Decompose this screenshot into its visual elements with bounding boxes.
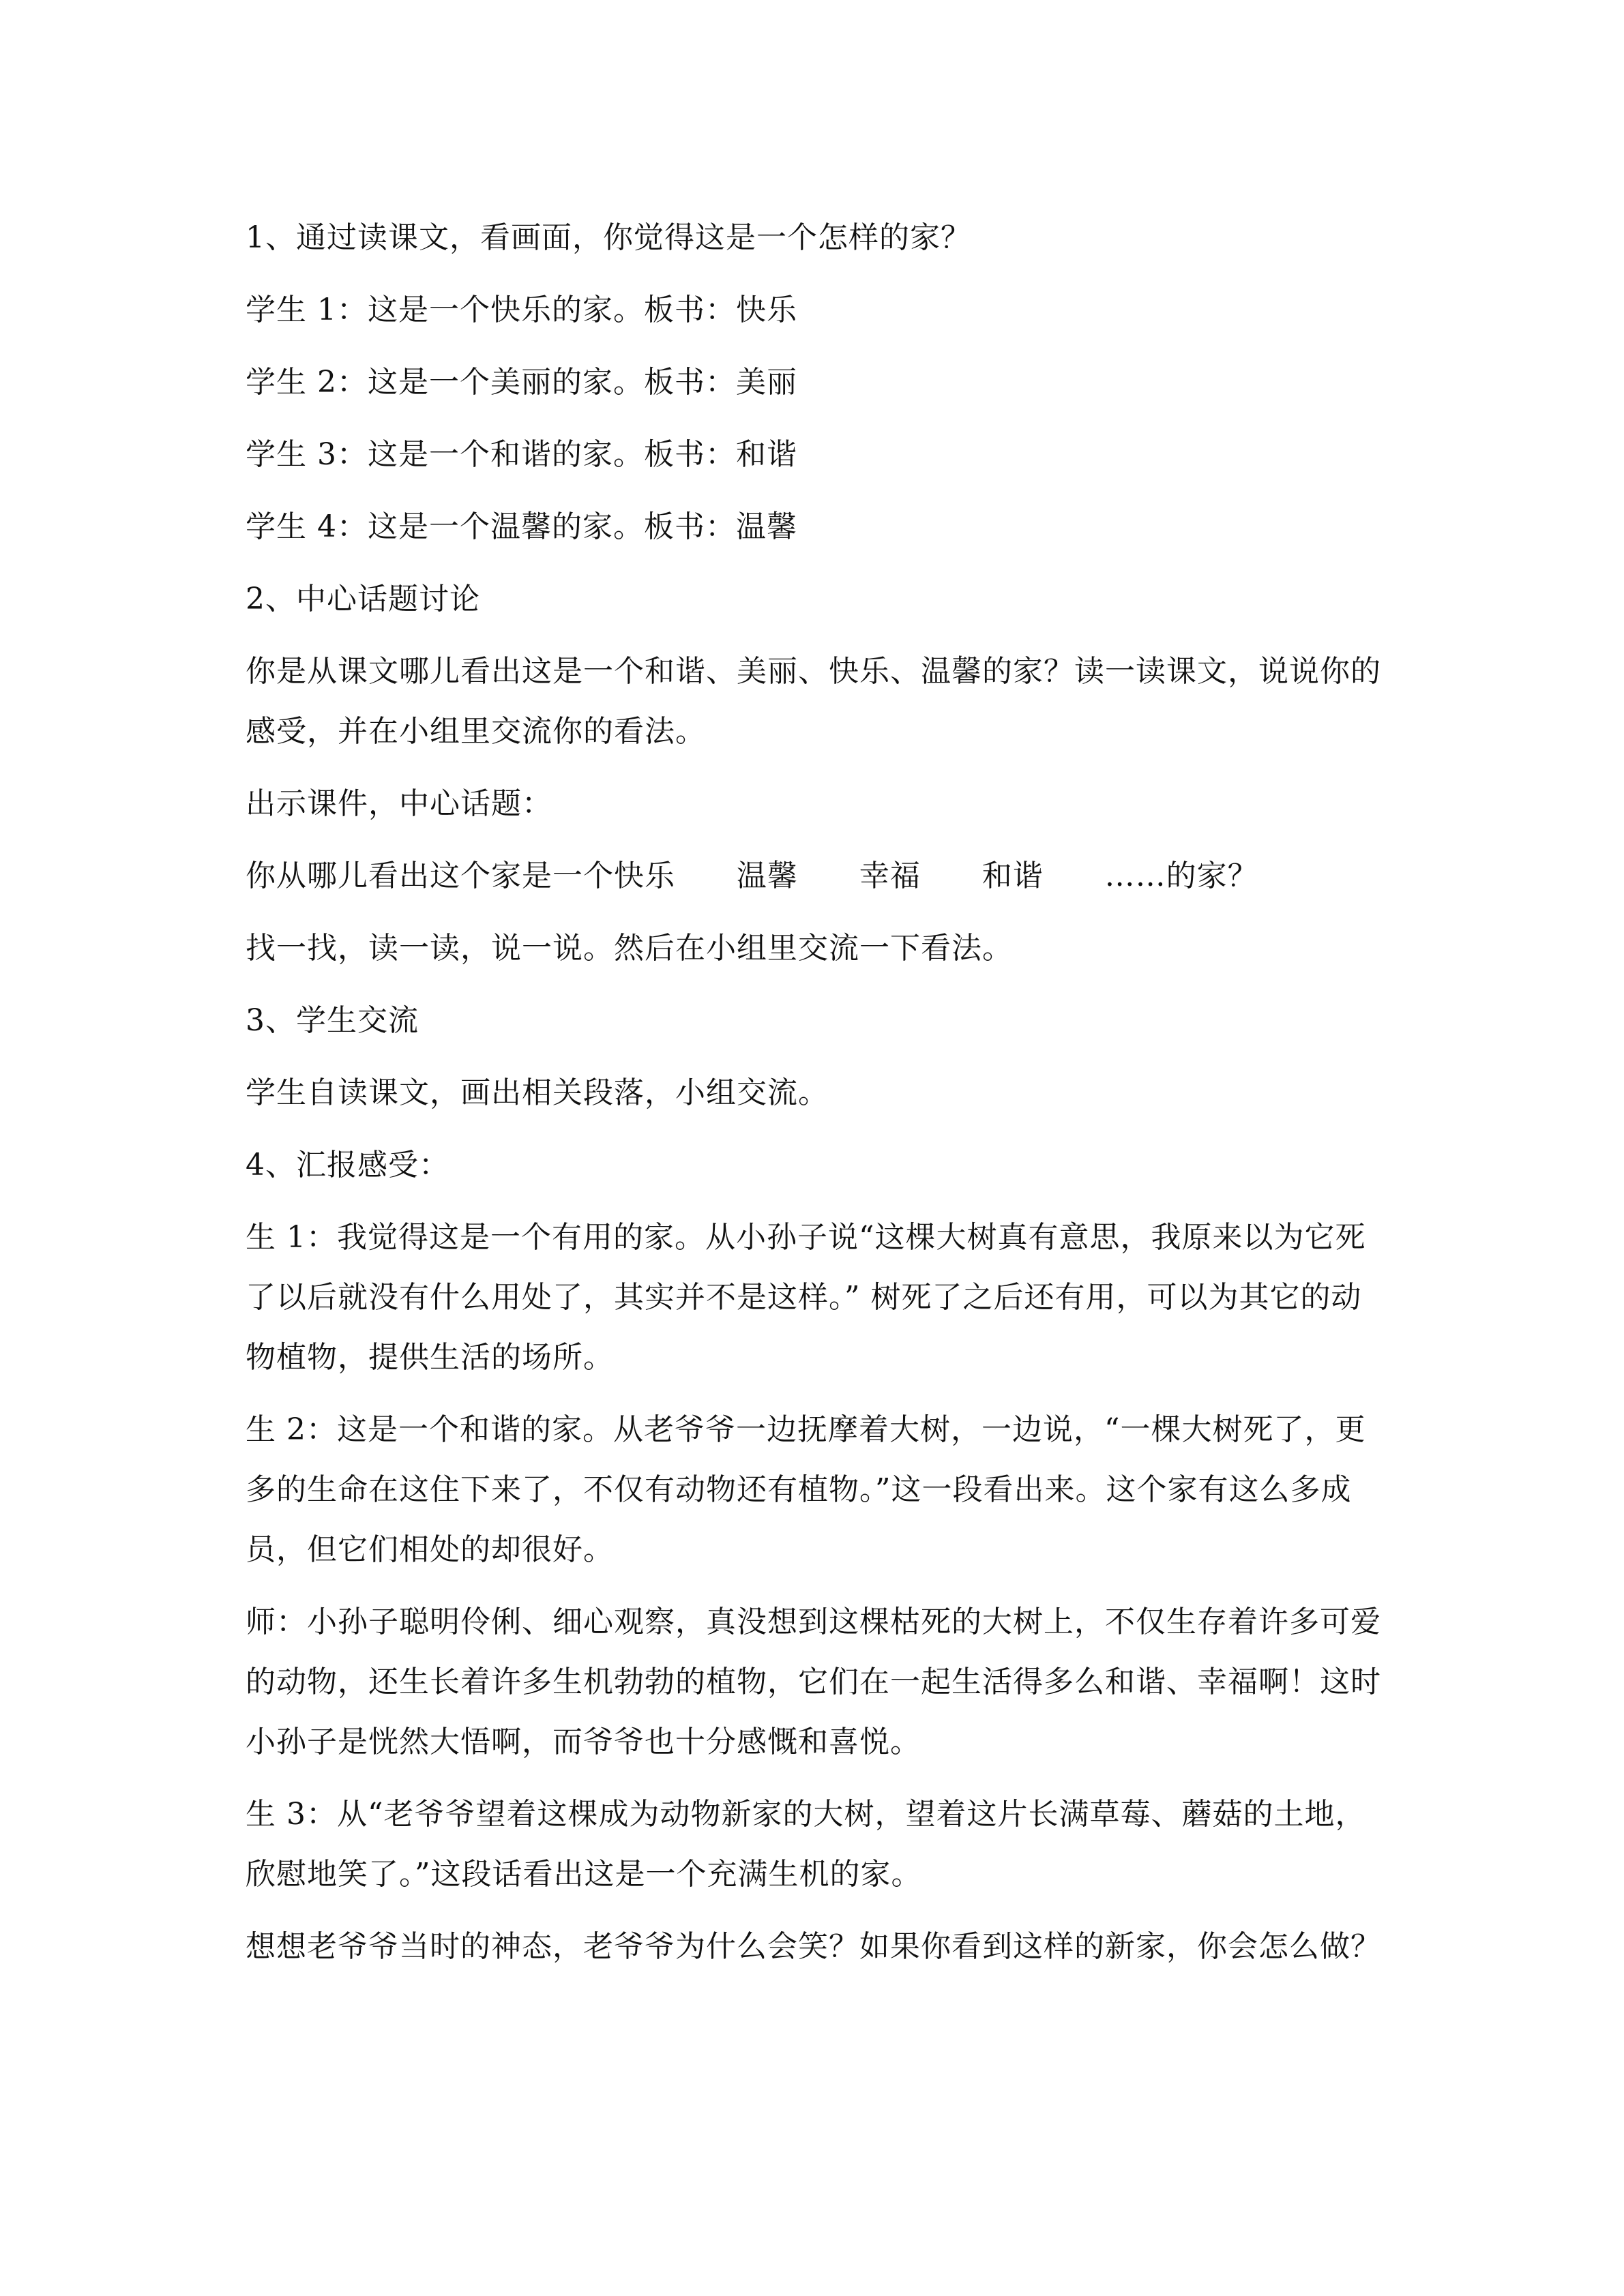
paragraph-student-3: 学生 3：这是一个和谐的家。板书：和谐 xyxy=(246,437,797,472)
paragraph-courseware: 出示课件，中心话题： xyxy=(246,786,552,821)
paragraph-instructions: 找一找，读一读，说一说。然后在小组里交流一下看法。 xyxy=(246,931,1013,966)
section-heading-3: 3、学生交流 xyxy=(246,1003,419,1038)
section-heading-4: 4、汇报感受： xyxy=(246,1148,449,1182)
paragraph-student-1: 学生 1：这是一个快乐的家。板书：快乐 xyxy=(246,293,797,327)
paragraph-discussion-prompt: 你是从课文哪儿看出这是一个和谐、美丽、快乐、温馨的家？读一读课文，说说你的感受，并在小组里交流你的看法。 xyxy=(246,654,1381,749)
paragraph-student-2: 学生 2：这是一个美丽的家。板书：美丽 xyxy=(246,365,797,400)
paragraph-response-3: 生 3：从“老爷爷望着这棵成为动物新家的大树，望着这片长满草莓、蘑菇的土地，欣慰地笑了。”这段话看出这是一个充满生机的家。 xyxy=(246,1797,1366,1892)
paragraph-response-2: 生 2：这是一个和谐的家。从老爷爷一边抚摩着大树，一边说，“一棵大树死了，更多的生命在这住下来了，不仅有动物还有植物。”这一段看出来。这个家有这么多成员，但它们相处的却很好。 xyxy=(246,1412,1366,1567)
paragraph-central-topic: 你从哪儿看出这个家是一个快乐 温馨 幸福 和谐 ……的家？ xyxy=(246,859,1258,893)
paragraph-question-1: 1、通过读课文，看画面，你觉得这是一个怎样的家？ xyxy=(246,220,971,255)
paragraph-response-1: 生 1：我觉得这是一个有用的家。从小孙子说“这棵大树真有意思，我原来以为它死了以后就没有什么用处了，其实并不是这样。” 树死了之后还有用，可以为其它的动物植物，提供生活的场所。 xyxy=(246,1220,1366,1375)
document-body xyxy=(246,208,1381,1989)
paragraph-student-4: 学生 4：这是一个温馨的家。板书：温馨 xyxy=(246,509,797,544)
paragraph-teacher: 师：小孙子聪明伶俐、细心观察，真没想到这棵枯死的大树上，不仅生存着许多可爱的动物，还生长着许多生机勃勃的植物，它们在一起生活得多么和谐、幸福啊！这时小孙子是恍然大悟啊，而爷爷也十分感慨和喜悦。 xyxy=(246,1605,1381,1759)
paragraph-self-reading: 学生自读课文，画出相关段落，小组交流。 xyxy=(246,1075,829,1110)
section-heading-2: 2、中心话题讨论 xyxy=(246,582,480,616)
paragraph-reflection: 想想老爷爷当时的神态，老爷爷为什么会笑？如果你看到这样的新家，你会怎么做？ xyxy=(246,1929,1381,1964)
